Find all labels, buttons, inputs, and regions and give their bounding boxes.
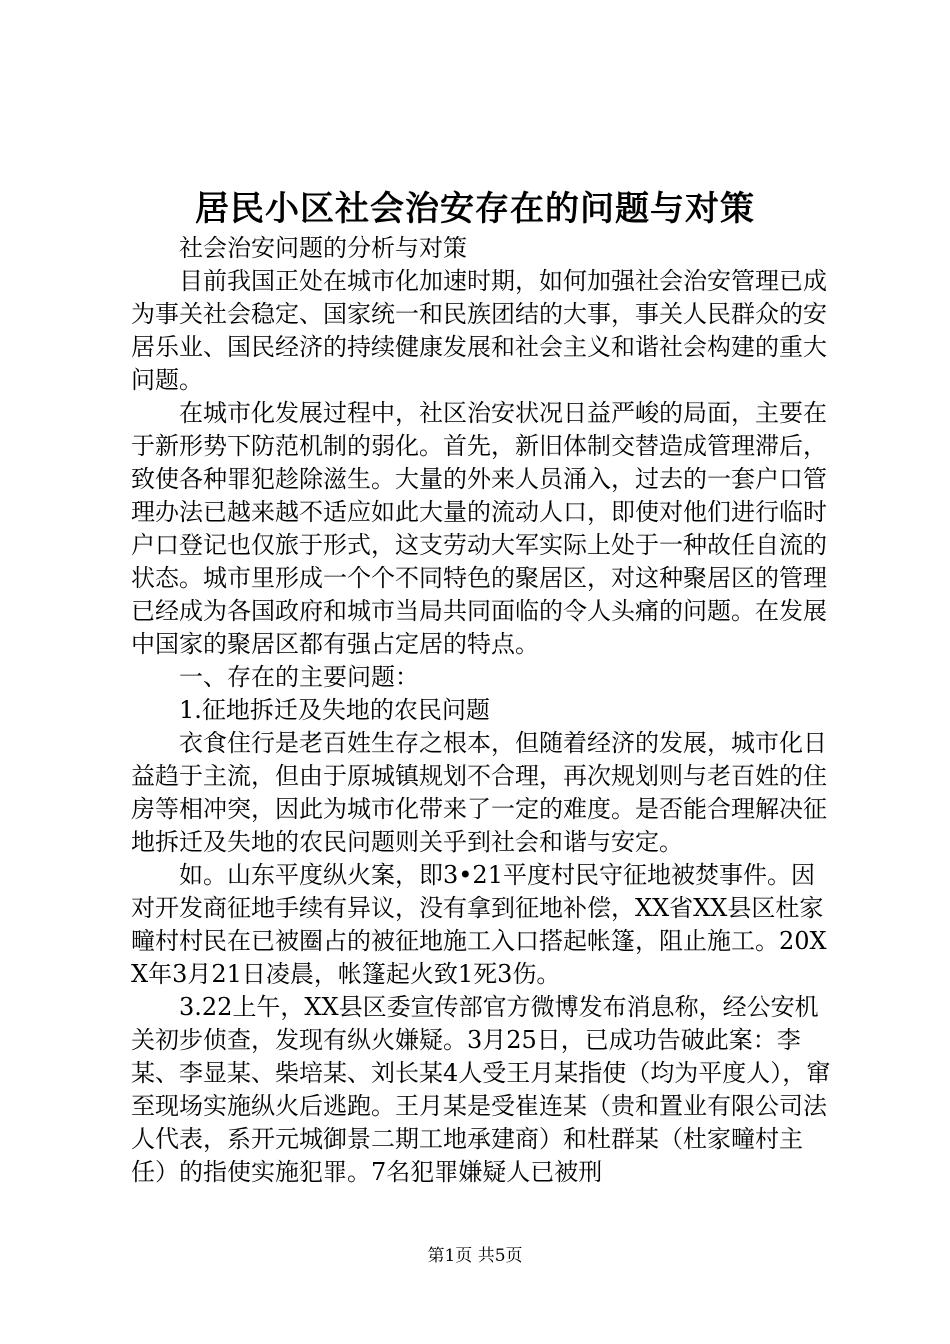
page-footer: 第1页 共5页 — [427, 1246, 523, 1266]
subsection-heading: 1.征地拆迁及失地的农民问题 — [179, 696, 490, 724]
document-title: 居民小区社会治安存在的问题与对策 — [195, 189, 755, 229]
case-example-paragraph: 如。山东平度纵火案，即3•21平度村民守征地被焚事件。因对开发商征地手续有异议，没有拿到征地补偿，XX省XX县区杜家疃村村民在已被圈占的被征地施工入口搭起帐篷，阻止施工。20XX年3月21日凌晨，帐篷起火致1死3伤。 — [131, 861, 827, 988]
document-body — [131, 232, 831, 1189]
case-followup-paragraph: 3.22上午，XX县区委宣传部官方微博发布消息称，经公安机关初步侦查，发现有纵火嫌疑。3月25日，已成功告破此案：李某、李显某、柴培某、刘长某4人受王月某指使（均为平度人），窜至现场实施纵火后逃跑。王月某是受崔连某（贵和置业有限公司法人代表，系开元城御景二期工地承建商）和杜群某（杜家疃村主任）的指使实施犯罪。7名犯罪嫌疑人已被刑 — [131, 993, 831, 1186]
subtitle-paragraph: 社会治安问题的分析与对策 — [179, 234, 467, 262]
section-heading: 一、存在的主要问题： — [179, 663, 419, 691]
land-issue-paragraph: 衣食住行是老百姓生存之根本，但随着经济的发展，城市化日益趋于主流，但由于原城镇规划不合理，再次规划则与老百姓的住房等相冲突，因此为城市化带来了一定的难度。是否能合理解决征地拆迁及失地的农民问题则关乎到社会和谐与安定。 — [131, 729, 827, 856]
intro-paragraph: 目前我国正处在城市化加速时期，如何加强社会治安管理已成为事关社会稳定、国家统一和民族团结的大事，事关人民群众的安居乐业、国民经济的持续健康发展和社会主义和谐社会构建的重大问题。 — [131, 267, 827, 394]
background-paragraph: 在城市化发展过程中，社区治安状况日益严峻的局面，主要在于新形势下防范机制的弱化。首先，新旧体制交替造成管理滞后，致使各种罪犯趁除滋生。大量的外来人员涌入，过去的一套户口管理办法已越来越不适应如此大量的流动人口，即使对他们进行临时户口登记也仅旅于形式，这支劳动大军实际上处于一种故任自流的状态。城市里形成一个个不同特色的聚居区，对这种聚居区的管理已经成为各国政府和城市当局共同面临的令人头痛的问题。在发展中国家的聚居区都有强占定居的特点。 — [131, 399, 827, 658]
